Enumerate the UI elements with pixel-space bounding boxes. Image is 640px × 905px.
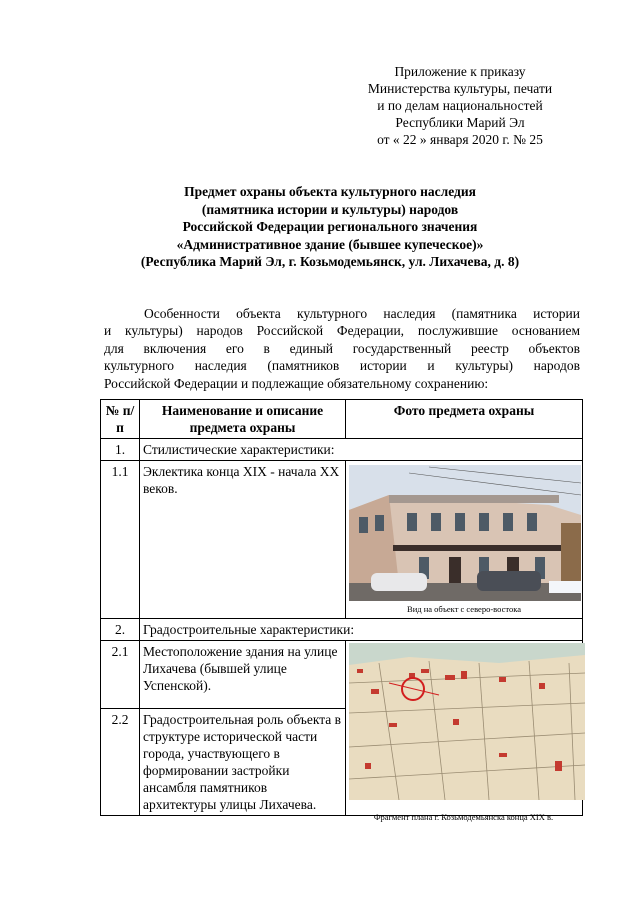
intro-paragraph	[104, 305, 580, 392]
appendix-line: Приложение к приказу	[394, 64, 526, 79]
row-description: Градостроительная роль объекта в структуре исторической части города, участвующего в формировании застройки ансамбля памятников архитектуры улицы Лихачева.	[140, 709, 346, 816]
row-num: 1.	[101, 439, 140, 461]
table-row	[101, 461, 583, 619]
row-description: Местоположение здания на улице Лихачева (бывшей улице Успенской).	[140, 641, 346, 709]
intro-line: культурного наследия (памятников истории и культуры) народов	[104, 358, 580, 374]
table-row	[101, 641, 583, 709]
map-cell	[346, 641, 583, 816]
title-line: Предмет охраны объекта культурного наследия	[184, 184, 476, 199]
intro-line: Особенности объекта культурного наследия (памятника истории	[144, 306, 580, 321]
title-line: «Административное здание (бывшее купеческое)»	[176, 236, 484, 252]
building-photo	[349, 465, 581, 601]
table-section-row	[101, 619, 583, 641]
photo-caption: Вид на объект с северо-востока	[407, 604, 521, 614]
appendix-line: и по делам национальностей	[377, 98, 543, 113]
table-section-row	[101, 439, 583, 461]
row-description: Эклектика конца XIX - начала XX веков.	[140, 461, 346, 619]
appendix-header	[340, 63, 580, 148]
title-line: (Республика Марий Эл, г. Козьмодемьянск, ул. Лихачева, д. 8)	[140, 254, 520, 270]
city-plan-map	[349, 643, 585, 800]
appendix-line: Республики Марий Эл	[395, 115, 525, 130]
row-num: 2.2	[101, 709, 140, 816]
intro-line: и культуры) народов Российской Федерации, послужившие основанием	[104, 323, 580, 339]
section-title: Градостроительные характеристики:	[140, 619, 583, 641]
row-num: 2.1	[101, 641, 140, 709]
document-title	[100, 183, 560, 271]
protection-subject-table	[100, 399, 583, 816]
row-num: 2.	[101, 619, 140, 641]
photo-cell	[346, 461, 583, 619]
appendix-line: от « 22 » января 2020 г. № 25	[377, 132, 543, 147]
header-num: № п/п	[101, 400, 140, 439]
appendix-line: Министерства культуры, печати	[367, 81, 553, 96]
title-line: (памятника истории и культуры) народов	[201, 201, 459, 217]
map-caption: Фрагмент плана г. Козьмодемьянска конца XIX в.	[373, 812, 554, 822]
table-header-row	[101, 400, 583, 439]
row-num: 1.1	[101, 461, 140, 619]
header-name: Наименование и описание предмета охраны	[140, 400, 346, 439]
section-title: Стилистические характеристики:	[140, 439, 583, 461]
intro-line: Российской Федерации и подлежащие обязательному сохранению:	[104, 375, 489, 391]
title-line: Российской Федерации регионального значения	[182, 219, 478, 235]
header-photo: Фото предмета охраны	[346, 400, 583, 439]
intro-line: для включения его в единый государственный реестр объектов	[104, 340, 580, 356]
